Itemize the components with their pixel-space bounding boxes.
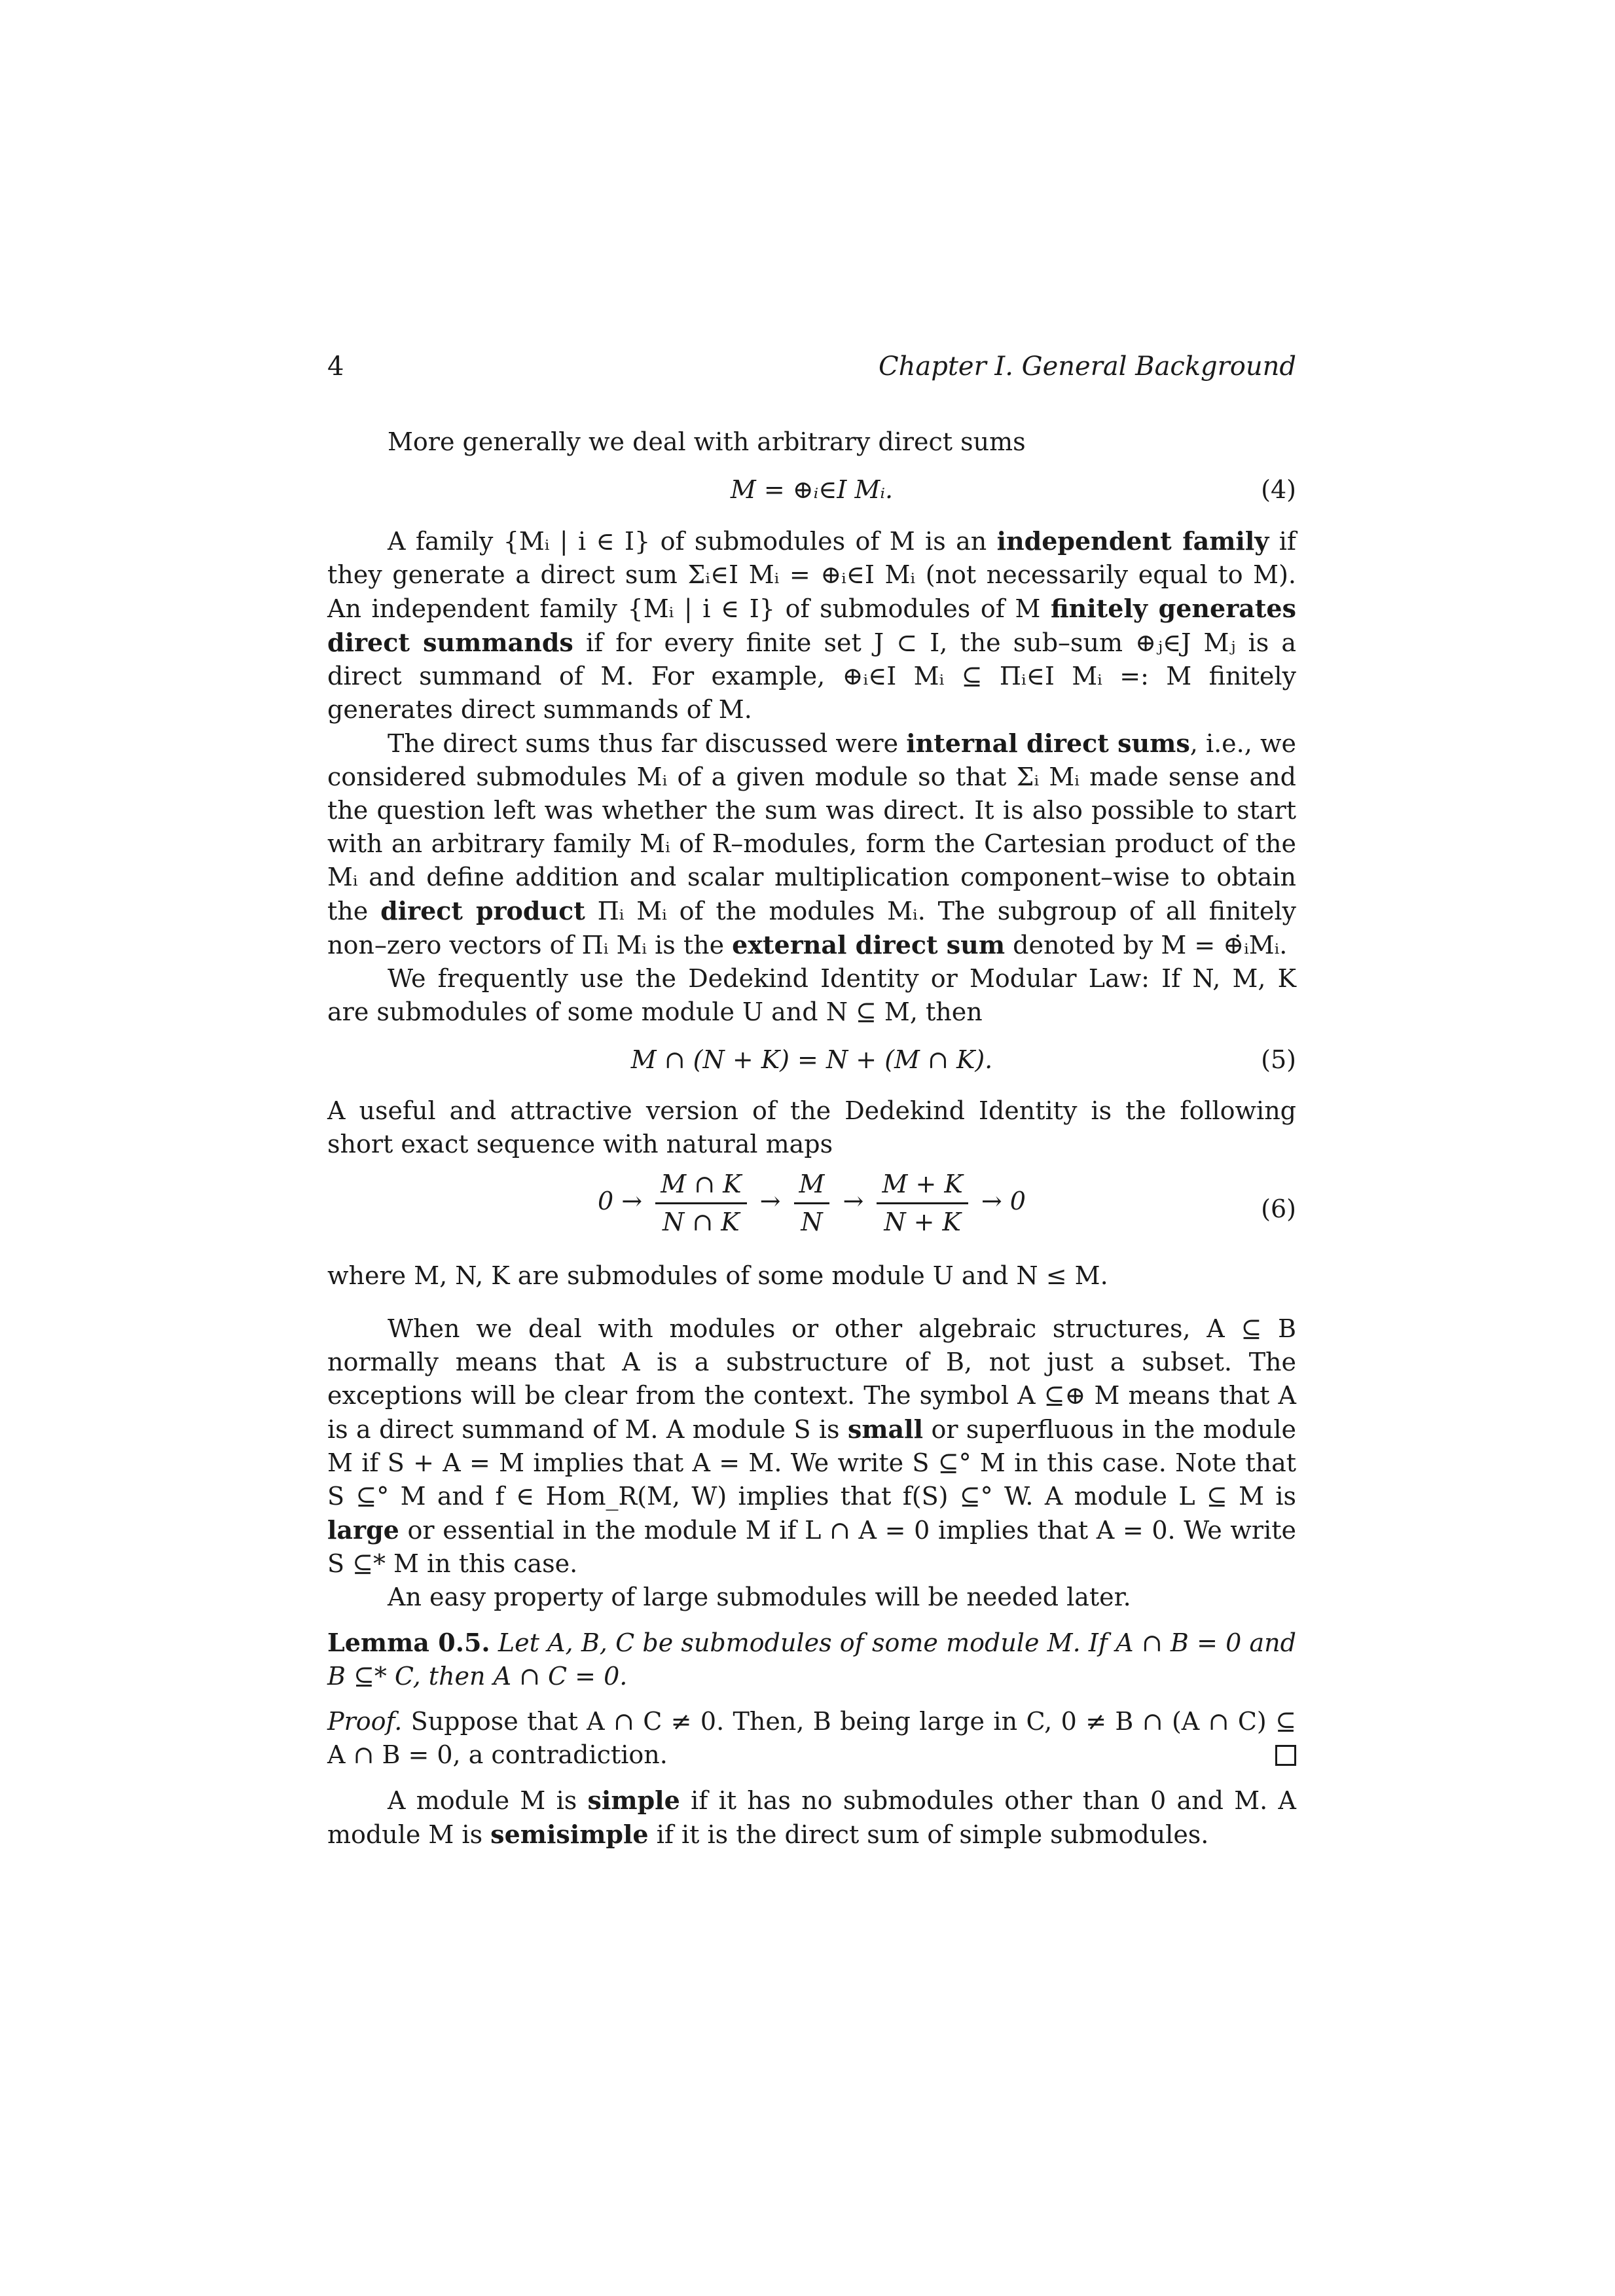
- sequence-arrow: →: [843, 1187, 864, 1215]
- term-internal-direct-sums: internal direct sums: [906, 728, 1190, 758]
- text-span: Πᵢ Mᵢ of the modules Mᵢ. The subgroup of all finitely non–zero vectors of Πᵢ Mᵢ is the: [327, 897, 1296, 960]
- paragraph-useful: A useful and attractive version of the Dedekind Identity is the following short exact sequence with natural maps: [327, 1096, 1296, 1158]
- text-span: When we deal with modules or other algebraic structures, A ⊆ B normally means that A is a substructure of B, not just a subset. The exceptions will be clear from the context. The symbol A ⊆⊕ M means that A is a direct summand of M. A module S is: [327, 1314, 1296, 1444]
- equation-6-math: [327, 1168, 1296, 1239]
- sequence-zero-right: → 0: [981, 1187, 1026, 1215]
- fraction-3-denominator: N + K: [884, 1208, 961, 1236]
- text-span: denoted by M = ⊕̇ᵢMᵢ.: [1013, 931, 1288, 960]
- equation-4-math: M = ⊕ᵢ∈I Mᵢ.: [730, 475, 894, 504]
- proof-label: Proof.: [327, 1707, 403, 1736]
- paragraph-internal-direct-sums: [327, 726, 1296, 962]
- paragraph-substructures: [327, 1312, 1296, 1581]
- equation-5-math: M ∩ (N + K) = N + (M ∩ K).: [630, 1045, 993, 1074]
- paragraph-easy-property: An easy property of large submodules will be needed later.: [388, 1583, 1131, 1611]
- fraction-1: [655, 1168, 746, 1239]
- lemma-statement: Let A, B, C be submodules of some module M. If A ∩ B = 0 and B ⊆* C, then A ∩ C = 0.: [327, 1628, 1296, 1691]
- text-span: The direct sums thus far discussed were: [388, 729, 899, 758]
- term-simple: simple: [587, 1785, 680, 1815]
- term-semisimple: semisimple: [490, 1820, 649, 1849]
- fraction-1-denominator: N ∩ K: [662, 1208, 740, 1236]
- proof: [327, 1705, 1296, 1772]
- fraction-2-denominator: N: [801, 1208, 823, 1236]
- text-span: , i.e., we considered submodules Mᵢ of a given module so that Σᵢ Mᵢ made sense and the question left was whether the sum was direct. It is also possible to start with an arbitrary family Mᵢ of R–modules, form the Cartesian product of the Mᵢ and define addition and scalar multiplication component–wise to obtain the: [327, 729, 1296, 925]
- paragraph-independent-family: [327, 524, 1296, 726]
- running-title: Chapter I. General Background: [879, 351, 1296, 382]
- fraction-2-numerator: M: [794, 1168, 830, 1204]
- equation-4: [327, 459, 1296, 524]
- term-independent-family: independent family: [996, 526, 1269, 556]
- term-direct-product: direct product: [380, 896, 585, 925]
- proof-text: Suppose that A ∩ C ≠ 0. Then, B being large in C, 0 ≠ B ∩ (A ∩ C) ⊆ A ∩ B = 0, a contradiction.: [327, 1707, 1296, 1769]
- text-span: if they generate a direct sum Σᵢ∈I Mᵢ = ⊕ᵢ∈I Mᵢ (not necessarily equal to M). An independent family {Mᵢ | i ∈ I} of submodules of M: [327, 527, 1296, 623]
- text-span: or superfluous in the module M if S + A = M implies that A = M. We write S ⊆° M in this case. Note that S ⊆° M and f ∈ Hom_R(M, W) implies that f(S) ⊆° W. A module L ⊆ M is: [327, 1415, 1296, 1511]
- paragraph-where: where M, N, K are submodules of some module U and N ≤ M.: [327, 1261, 1108, 1290]
- text-span: A module M is: [388, 1786, 577, 1815]
- fraction-3-numerator: M + K: [877, 1168, 968, 1204]
- equation-4-number: (4): [1261, 475, 1296, 504]
- equation-5-number: (5): [1261, 1045, 1296, 1074]
- paragraph-dedekind: We frequently use the Dedekind Identity or Modular Law: If N, M, K are submodules of some module U and N ⊆ M, then: [327, 964, 1296, 1026]
- sequence-zero-left: 0 →: [598, 1187, 643, 1215]
- vertical-space: [327, 1293, 1296, 1312]
- text-span: if it is the direct sum of simple submodules.: [656, 1820, 1209, 1849]
- text-span: or essential in the module M if L ∩ A = 0 implies that A = 0. We write S ⊆* M in this case.: [327, 1516, 1296, 1578]
- fraction-2: [794, 1168, 830, 1239]
- equation-6-number: (6): [1261, 1194, 1296, 1223]
- lemma-0-5: [327, 1626, 1296, 1693]
- lemma-label: Lemma 0.5.: [327, 1628, 490, 1657]
- text-span: if it has no submodules other than 0 and M. A module M is: [327, 1786, 1296, 1849]
- fraction-1-numerator: M ∩ K: [655, 1168, 746, 1204]
- page-number: 4: [327, 351, 344, 382]
- term-external-direct-sum: external direct sum: [732, 930, 1006, 960]
- equation-5: [327, 1029, 1296, 1094]
- equation-6: [327, 1161, 1296, 1259]
- text-span: if for every finite set J ⊂ I, the sub–sum ⊕ⱼ∈J Mⱼ is a direct summand of M. For example, ⊕ᵢ∈I Mᵢ ⊆ Πᵢ∈I Mᵢ =: M finitely generates direct summands of M.: [327, 628, 1296, 724]
- fraction-3: [877, 1168, 968, 1239]
- paragraph-intro: More generally we deal with arbitrary direct sums: [388, 427, 1026, 456]
- paragraph-simple: [327, 1784, 1296, 1852]
- main-text: [327, 425, 1296, 1852]
- sequence-arrow: →: [759, 1187, 781, 1215]
- term-small: small: [847, 1414, 924, 1444]
- qed-box-icon: [1275, 1745, 1296, 1766]
- term-finitely-generates: finitely generates direct summands: [327, 594, 1296, 657]
- term-large: large: [327, 1515, 399, 1545]
- text-span: A family {Mᵢ | i ∈ I} of submodules of M is an: [388, 527, 987, 556]
